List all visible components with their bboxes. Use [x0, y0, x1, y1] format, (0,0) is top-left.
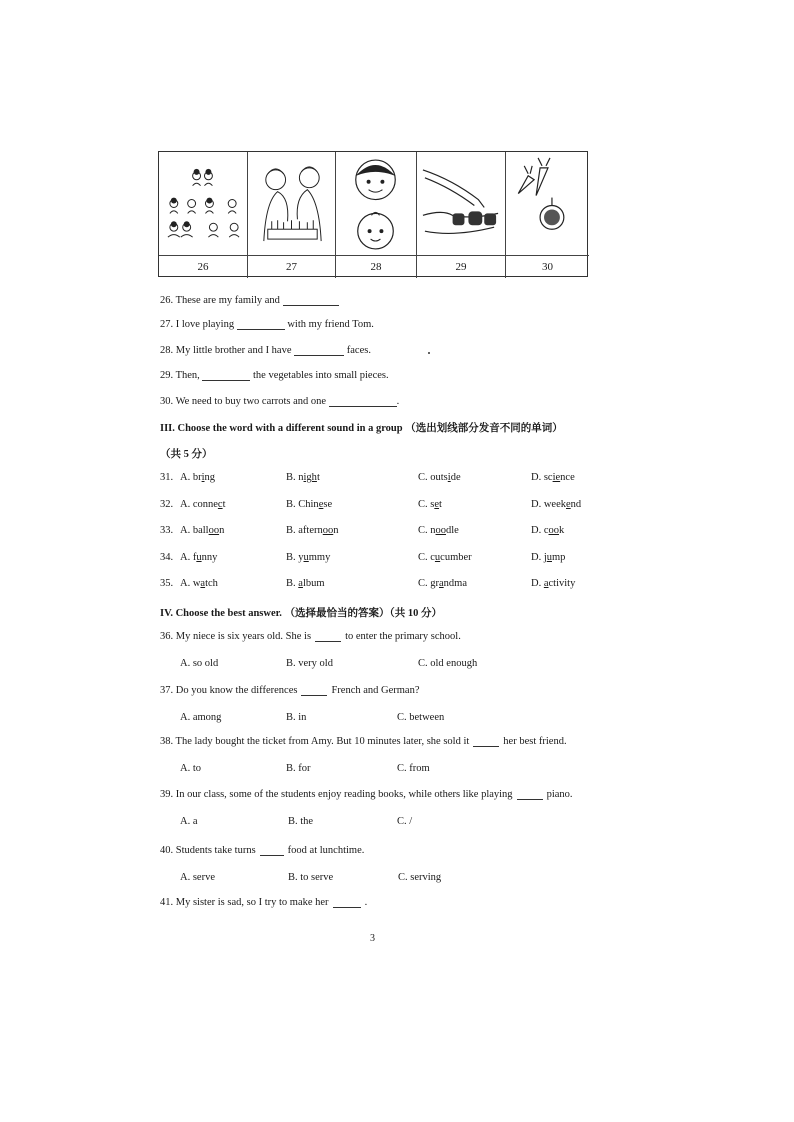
sound-option[interactable] [531, 525, 564, 536]
answer-option[interactable]: A. a [180, 816, 198, 827]
sound-option[interactable] [531, 472, 575, 483]
option-text: n [219, 525, 225, 536]
answer-option[interactable]: C. between [397, 712, 445, 723]
option-text: nd [570, 499, 582, 510]
picture-table [158, 151, 588, 277]
picture-number-28: 28 [336, 256, 417, 278]
underlined-letters: igh [303, 472, 317, 483]
carrots-onion-icon [506, 152, 589, 255]
sound-option[interactable] [180, 499, 226, 510]
question-text: food at lunchtime. [287, 845, 365, 856]
sound-option[interactable] [418, 552, 472, 563]
option-text: C. outs [418, 472, 448, 483]
option-text: A. w [180, 578, 201, 589]
picture-27-chess [248, 152, 336, 256]
option-text: B. aftern [286, 525, 323, 536]
sound-option[interactable] [286, 525, 339, 536]
answer-blank-27[interactable] [237, 320, 285, 330]
answer-option[interactable]: B. to serve [288, 872, 334, 883]
option-text: se [323, 499, 333, 510]
option-text: mmy [308, 552, 331, 563]
question-41 [160, 897, 367, 908]
option-text: C. gr [418, 578, 439, 589]
question-text: 39. In our class, some of the students enjoy reading books, while others like playing [160, 789, 513, 800]
answer-option[interactable]: A. so old [180, 658, 219, 669]
option-text: B. n [286, 472, 304, 483]
cutting-vegetables-icon [417, 152, 505, 255]
answer-blank-26[interactable] [283, 296, 339, 306]
picture-29-cutting [417, 152, 506, 256]
question-number: 34. [160, 552, 174, 563]
option-text: A. conne [180, 499, 218, 510]
option-text: ctivity [548, 578, 576, 589]
answer-blank[interactable] [517, 790, 543, 800]
section-3-score: （共 5 分） [160, 449, 213, 460]
sound-option[interactable] [531, 578, 575, 589]
option-text: mp [552, 552, 566, 563]
question-number: 31. [160, 472, 174, 483]
family-icon [159, 152, 247, 255]
question-38 [160, 736, 567, 747]
sound-option[interactable] [418, 578, 467, 589]
sound-option[interactable] [531, 552, 565, 563]
underlined-letters: u [434, 552, 441, 563]
sound-option[interactable] [418, 499, 442, 510]
question-text: 36. My niece is six years old. She is [160, 631, 312, 642]
option-text: t [439, 499, 442, 510]
underlined-letters: u [546, 552, 552, 563]
sound-option[interactable] [418, 525, 459, 536]
answer-blank-28[interactable] [294, 346, 344, 356]
option-text: A. f [180, 552, 197, 563]
picture-number-26: 26 [159, 256, 248, 278]
answer-option[interactable]: C. old enough [418, 658, 478, 669]
underlined-letters: c [217, 499, 223, 510]
picture-number-27: 27 [248, 256, 336, 278]
question-text: . [364, 897, 368, 908]
sound-option[interactable] [180, 525, 224, 536]
option-text: C. c [418, 552, 435, 563]
underlined-letters: oo [208, 525, 220, 536]
underlined-letters: oo [435, 525, 447, 536]
question-text: her best friend. [503, 736, 567, 747]
answer-option[interactable]: A. serve [180, 872, 215, 883]
sound-option[interactable] [180, 552, 217, 563]
answer-blank[interactable] [333, 898, 361, 908]
answer-blank[interactable] [301, 686, 327, 696]
sound-option[interactable] [286, 578, 325, 589]
sound-option[interactable] [286, 499, 332, 510]
answer-option[interactable]: B. very old [286, 658, 333, 669]
picture-number-29: 29 [417, 256, 506, 278]
faces-icon [336, 152, 416, 255]
underlined-letters: i [201, 472, 205, 483]
option-text: B. y [286, 552, 304, 563]
option-text: de [450, 472, 461, 483]
question-36 [160, 631, 461, 642]
fill-item-30: 30. We need to buy two carrots and one . [160, 396, 400, 407]
answer-option[interactable]: C. serving [398, 872, 442, 883]
answer-option[interactable]: B. the [288, 816, 314, 827]
answer-blank[interactable] [473, 737, 499, 747]
underlined-letters: e [566, 499, 571, 510]
underlined-letters: oo [548, 525, 559, 536]
underlined-letters: a [200, 578, 206, 589]
fill-item-29: 29. Then, the vegetables into small pieces. [160, 370, 389, 381]
page-number: 3 [370, 933, 375, 944]
underlined-letters: e [434, 499, 440, 510]
underlined-letters: i [447, 472, 451, 483]
underlined-letters: a [298, 578, 303, 589]
sound-option[interactable] [180, 578, 218, 589]
option-text: D. week [531, 499, 566, 510]
option-text: n [333, 525, 339, 536]
answer-blank[interactable] [315, 632, 341, 642]
fill-item-27: 27. I love playing with my friend Tom. [160, 319, 374, 330]
option-text: D. [531, 578, 544, 589]
sound-option[interactable] [286, 472, 320, 483]
option-text: ndma [443, 578, 467, 589]
question-40 [160, 845, 364, 856]
answer-blank[interactable] [260, 846, 284, 856]
option-text: tch [205, 578, 218, 589]
underlined-letters: a [439, 578, 444, 589]
option-text: nce [560, 472, 575, 483]
option-text: B. Chin [286, 499, 319, 510]
fill-item-28: 28. My little brother and I have faces. [160, 345, 371, 356]
option-text: ng [204, 472, 216, 483]
sound-option[interactable] [286, 552, 330, 563]
section-3-heading: III. Choose the word with a different sound in a group （选出划线部分发音不同的单词） [160, 423, 563, 434]
question-text: piano. [546, 789, 573, 800]
picture-number-30: 30 [542, 261, 553, 273]
question-number: 35. [160, 578, 174, 589]
answer-option[interactable]: A. to [180, 763, 201, 774]
option-text: t [222, 499, 226, 510]
option-text: A. br [180, 472, 202, 483]
picture-26-family [159, 152, 248, 256]
answer-option[interactable]: B. for [286, 763, 311, 774]
underlined-letters: ie [552, 472, 561, 483]
fill-item-26: 26. These are my family and [160, 295, 339, 306]
answer-option[interactable]: A. among [180, 712, 222, 723]
option-text: t [316, 472, 320, 483]
question-text: 38. The lady bought the ticket from Amy. But 10 minutes later, she sold it [160, 736, 470, 747]
sound-option[interactable] [531, 499, 581, 510]
stray-dot [428, 352, 430, 354]
underlined-letters: oo [322, 525, 334, 536]
question-39 [160, 789, 573, 800]
option-text: lbum [302, 578, 325, 589]
answer-option[interactable]: C. from [397, 763, 430, 774]
option-text: D. j [531, 552, 547, 563]
question-text: 40. Students take turns [160, 845, 256, 856]
option-text: nny [201, 552, 218, 563]
option-text: D. sc [531, 472, 553, 483]
section-4-heading: IV. Choose the best answer. （选择最恰当的答案）（共 10 分） [160, 608, 443, 619]
answer-blank-30[interactable] [329, 397, 397, 407]
option-text: C. n [418, 525, 436, 536]
question-number: 32. [160, 499, 174, 510]
option-text: B. [286, 578, 299, 589]
sound-option[interactable] [418, 472, 461, 483]
option-text: k [559, 525, 565, 536]
option-text: C. s [418, 499, 435, 510]
question-text: to enter the primary school. [345, 631, 461, 642]
chess-players-icon [248, 152, 335, 255]
answer-blank-29[interactable] [202, 371, 250, 381]
picture-28-faces [336, 152, 417, 256]
underlined-letters: a [543, 578, 549, 589]
question-text: 41. My sister is sad, so I try to make her [160, 897, 329, 908]
underlined-letters: u [303, 552, 309, 563]
sound-option[interactable] [180, 472, 215, 483]
answer-option[interactable]: C. / [397, 816, 413, 827]
question-text: French and German? [331, 685, 420, 696]
question-number: 33. [160, 525, 174, 536]
option-text: cumber [440, 552, 472, 563]
option-text: dle [446, 525, 459, 536]
picture-30-vegetables [506, 152, 589, 256]
question-text: 37. Do you know the differences [160, 685, 298, 696]
underlined-letters: u [196, 552, 202, 563]
option-text: D. c [531, 525, 549, 536]
question-37 [160, 685, 420, 696]
underlined-letters: e [318, 499, 324, 510]
answer-option[interactable]: B. in [286, 712, 307, 723]
option-text: A. ball [180, 525, 209, 536]
